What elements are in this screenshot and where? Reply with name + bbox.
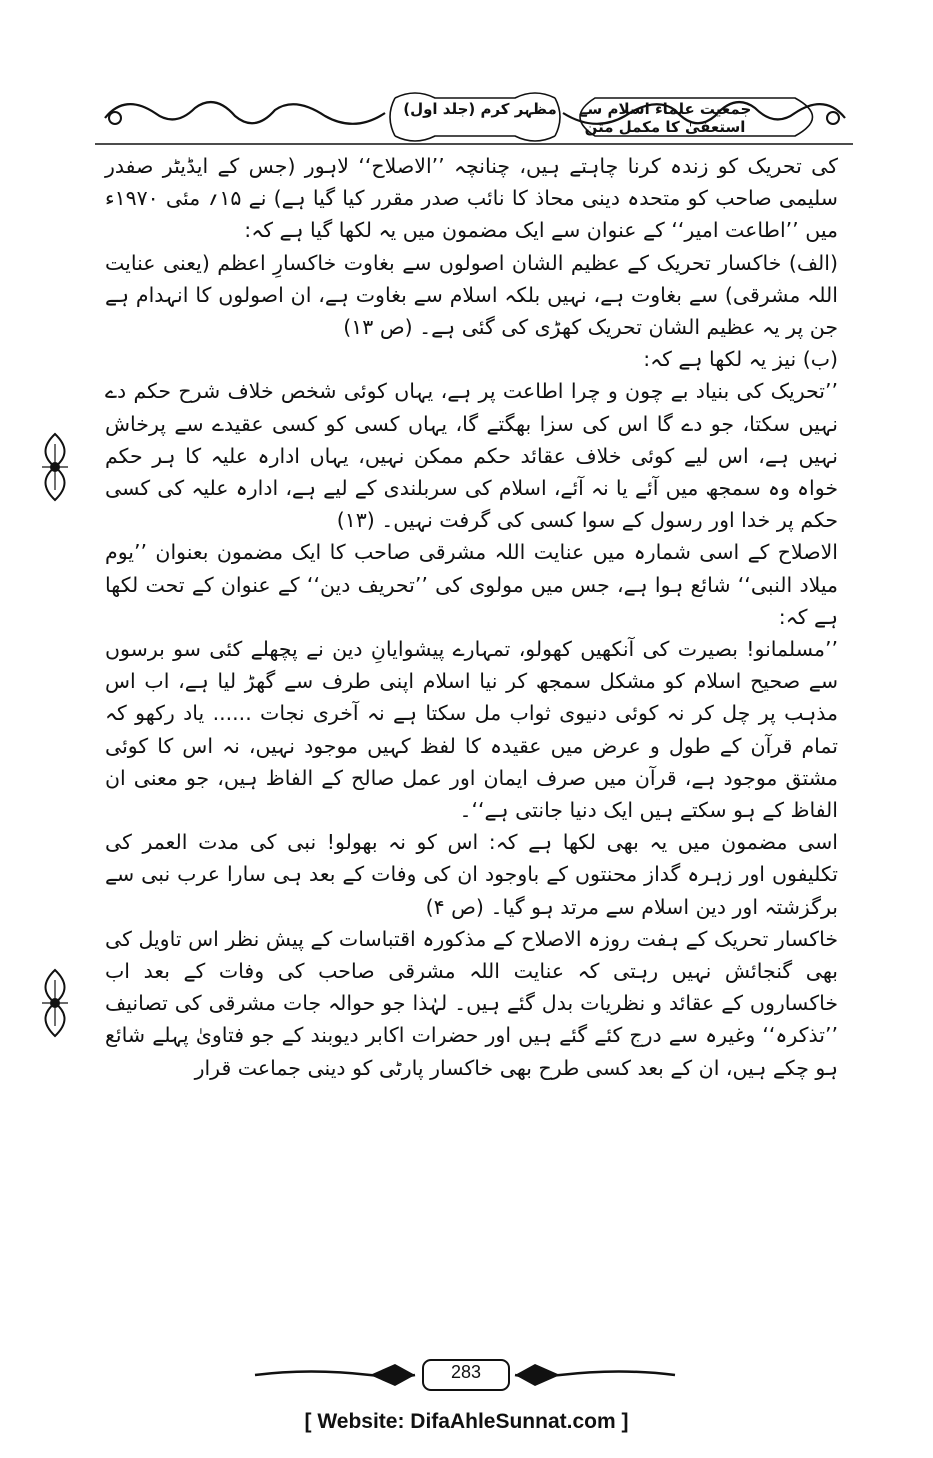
paragraph: خاکسار تحریک کے ہفت روزہ الاصلاح کے مذکورہ اقتباسات کے پیش نظر اس تاویل کی بھی گنجائش نہیں رہتی کہ عنایت اللہ مشرقی صاحب کی وفات کے بعد اب خاکساروں کے عقائد و نظریات بدل گئے ہیں۔ لہٰذا جو حوالہ جات مشرقی کی تصانیف ’’تذکرہ‘‘ وغیرہ سے درج کئے گئے ہیں اور حضرات اکابر دیوبند کے جو فتاویٰ پہلے شائع ہو چکے ہیں، ان کے بعد کسی طرح بھی خاکسار پارٹی کو دینی جماعت قرار	[105, 926, 838, 1080]
paragraph: کی تحریک کو زندہ کرنا چاہتے ہیں، چنانچہ ’’الاصلاح‘‘ لاہور (جس کے ایڈیٹر صفدر سلیمی صاحب کو متحدہ دینی محاذ کا نائب صدر مقرر کیا گیا ہے) نے ۱۵؍ مئی ۱۹۷۰ء میں ’’اطاعت امیر‘‘ کے عنوان سے ایک مضمون میں یہ لکھا گیا ہے کہ:	[105, 154, 838, 243]
paragraph: ’’مسلمانو! بصیرت کی آنکھیں کھولو، تمہارے پیشوایانِ دین نے پچھلے کئی سو برسوں سے صحیح اسلام کو مشکل سمجھ کر نیا اسلام اپنی طرف سے گھڑ لیا ہے، اب اس مذہب پر چل کر نہ کوئی دنیوی ثواب مل سکتا ہے نہ آخری نجات ...... یاد رکھو کہ تمام قرآن کے طول و عرض میں عقیدہ کا لفظ کہیں موجود نہیں، نہ اس کا کوئی مشتق موجود ہے، قرآن میں صرف ایمان اور عمل صالح کے الفاظ ہیں، جو معنی ان الفاظ کے ہو سکتے ہیں ایک دنیا جانتی ہے‘‘۔	[105, 637, 838, 823]
side-floral-ornament-icon	[34, 432, 76, 502]
side-floral-ornament-icon	[34, 968, 76, 1038]
paragraph: الاصلاح کے اسی شمارہ میں عنایت اللہ مشرقی صاحب کا ایک مضمون بعنوان ’’یوم میلاد النبی‘‘ شائع ہوا ہے، جس میں مولوی کی ’’تحریف دین‘‘ کے عنوان کے تحت لکھا ہے کہ:	[105, 540, 838, 629]
page-number: 283	[450, 1362, 482, 1382]
website-link[interactable]: [ Website: DifaAhleSunnat.com ]	[304, 1410, 629, 1433]
paragraph: (ب) نیز یہ لکھا ہے کہ:	[643, 347, 838, 372]
paragraph: اسی مضمون میں یہ بھی لکھا ہے کہ: اس کو نہ بھولو! نبی کی مدت العمر کی تکلیفوں اور زہرہ گداز محنتوں کے باوجود ان کی وفات کے بعد ہی سارا عرب نبی سے برگزشتہ اور دین اسلام سے مرتد ہو گیا۔ (ص ۴)	[105, 830, 838, 919]
paragraph: (الف) خاکسار تحریک کے عظیم الشان اصولوں سے بغاوت خاکسارِ اعظم (یعنی عنایت اللہ مشرقی) سے بغاوت ہے، نہیں بلکہ اسلام سے بغاوت ہے، ان اصولوں کا انہدام ہے جن پر یہ عظیم الشان تحریک کھڑی کی گئی ہے۔ (ص ۱۳)	[105, 250, 838, 340]
header-chapter-title: جمعیت علماء اسلام سے استعفیٰ کا مکمل متن	[578, 100, 752, 136]
header-book-title: مظہر کرم (جلد اول)	[403, 100, 557, 118]
page-body	[105, 150, 838, 1084]
paragraph: ’’تحریک کی بنیاد بے چون و چرا اطاعت پر ہے، یہاں کوئی شخص خلاف شرح حکم دے نہیں سکتا، جو دے گا اس کی سزا بھگتے گا، یہاں کسی کو کسی عقیدے سے پرخاش نہیں ہے، اس لیے کوئی خلاف عقائد حکم ممکن نہیں، یہاں ادارہ علیہ کا ہر حکم خواہ وہ سمجھ میں آئے یا نہ آئے، اسلام کی سربلندی کے لیے ہے، ادارہ علیہ کی کسی حکم پر خدا اور رسول کے سوا کسی کی گرفت نہیں۔ (۱۳)	[105, 379, 838, 533]
